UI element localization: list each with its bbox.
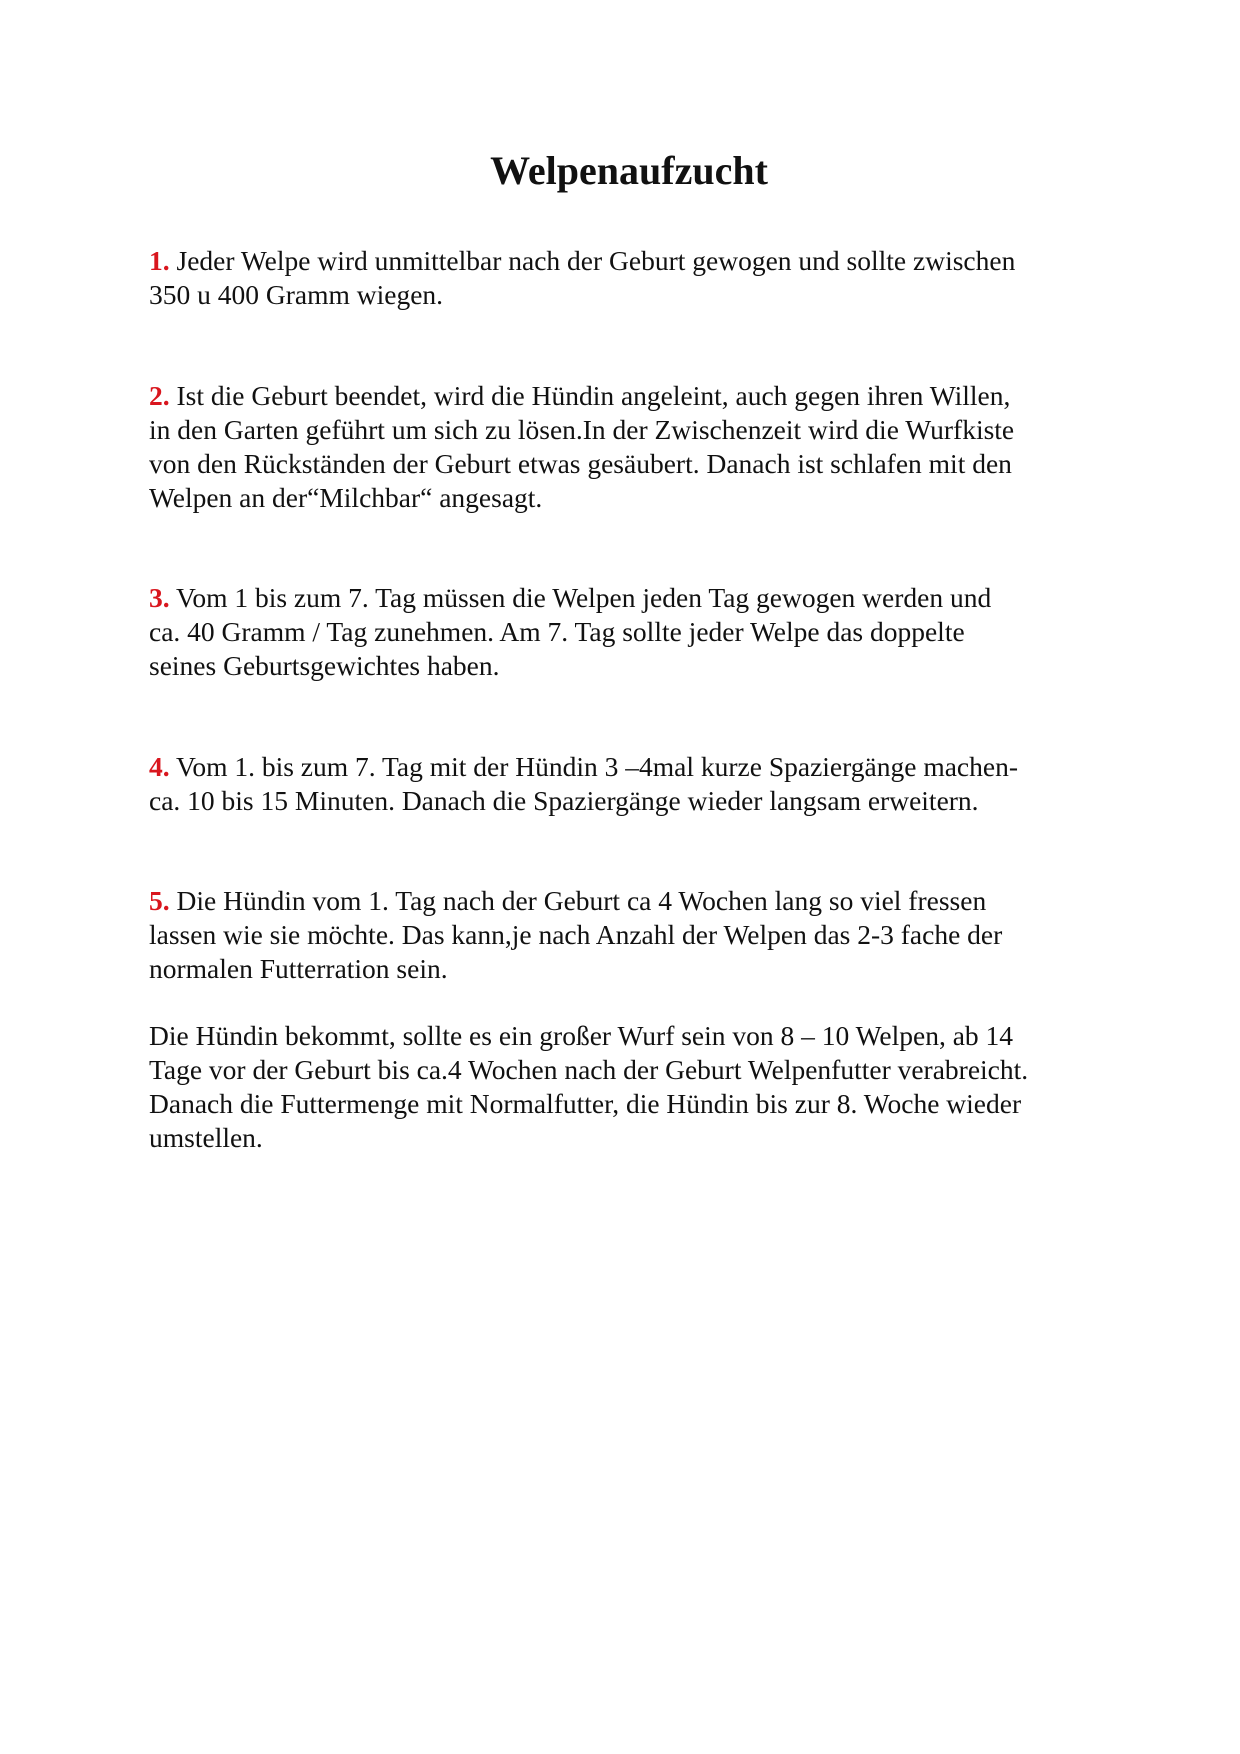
paragraph-2 — [149, 379, 1109, 515]
paragraph-line: ca. 10 bis 15 Minuten. Danach die Spaziergänge wieder langsam erweitern. — [149, 785, 979, 816]
paragraph-line — [149, 581, 1109, 615]
paragraph-line: Danach die Futtermenge mit Normalfutter, die Hündin bis zur 8. Woche wieder — [149, 1088, 1022, 1119]
paragraph-line: umstellen. — [149, 1122, 263, 1153]
paragraph-line: 350 u 400 Gramm wiegen. — [149, 279, 444, 310]
paragraph-line: normalen Futterration sein. — [149, 953, 448, 984]
paragraph-line: lassen wie sie möchte. Das kann,je nach Anzahl der Welpen das 2-3 fache der — [149, 919, 1003, 950]
paragraph-line — [149, 750, 1109, 784]
line-text: Vom 1. bis zum 7. Tag mit der Hündin 3 –4mal kurze Spaziergänge machen- — [169, 751, 1018, 782]
paragraph-line — [149, 244, 1109, 278]
paragraph-line: Tage vor der Geburt bis ca.4 Wochen nach der Geburt Welpenfutter verabreicht. — [149, 1054, 1029, 1085]
paragraph-number: 1. — [149, 245, 170, 276]
document-title: Welpenaufzucht — [490, 148, 768, 193]
paragraph-line: ca. 40 Gramm / Tag zunehmen. Am 7. Tag sollte jeder Welpe das doppelte — [149, 616, 965, 647]
paragraph-5 — [149, 884, 1109, 986]
closing-paragraph — [149, 1019, 1109, 1155]
line-text: Vom 1 bis zum 7. Tag müssen die Welpen jeden Tag gewogen werden und — [169, 582, 992, 613]
paragraph-line — [149, 884, 1109, 918]
paragraph-line: seines Geburtsgewichtes haben. — [149, 650, 500, 681]
paragraph-number: 3. — [149, 582, 170, 613]
paragraph-number: 5. — [149, 885, 170, 916]
line-text: Jeder Welpe wird unmittelbar nach der Geburt gewogen und sollte zwischen — [169, 245, 1016, 276]
line-text: Die Hündin vom 1. Tag nach der Geburt ca 4 Wochen lang so viel fressen — [169, 885, 987, 916]
paragraph-line: in den Garten geführt um sich zu lösen.In der Zwischenzeit wird die Wurfkiste — [149, 414, 1015, 445]
paragraph-line: von den Rückständen der Geburt etwas gesäubert. Danach ist schlafen mit den — [149, 448, 1012, 479]
paragraph-number: 4. — [149, 751, 170, 782]
paragraph-3 — [149, 581, 1109, 683]
paragraph-line — [149, 379, 1109, 413]
paragraph-4 — [149, 750, 1109, 818]
paragraph-line: Welpen an der“Milchbar“ angesagt. — [149, 482, 543, 513]
paragraph-number: 2. — [149, 380, 170, 411]
paragraph-1 — [149, 244, 1109, 312]
paragraph-line: Die Hündin bekommt, sollte es ein großer Wurf sein von 8 – 10 Welpen, ab 14 — [149, 1020, 1014, 1051]
line-text: Ist die Geburt beendet, wird die Hündin angeleint, auch gegen ihren Willen, — [169, 380, 1011, 411]
